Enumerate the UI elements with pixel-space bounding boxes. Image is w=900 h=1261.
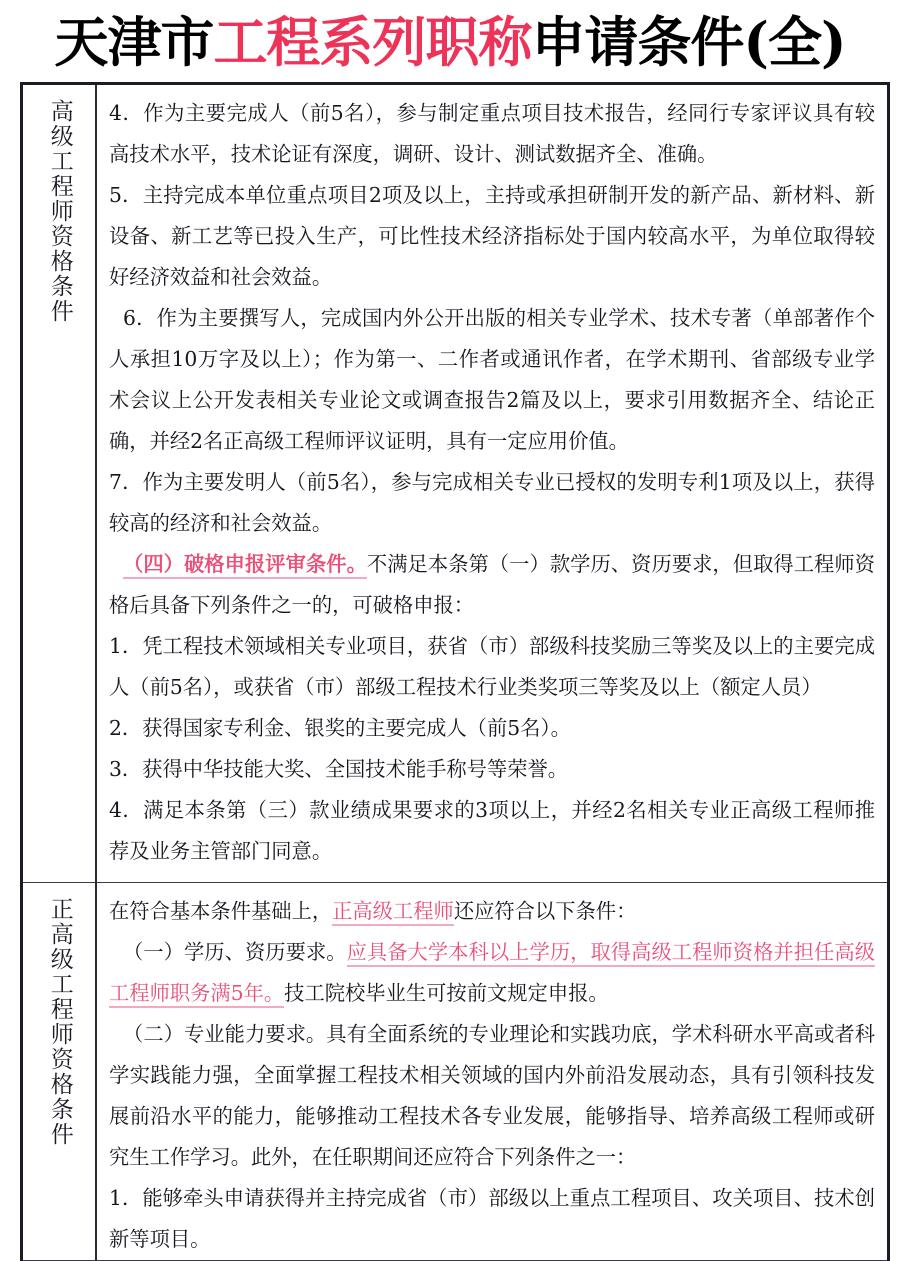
paragraph-pre: （一）学历、资历要求。 [123,940,347,964]
row-label-cell-full-senior-engineer [22,883,97,1261]
paragraph: （二）专业能力要求。具有全面系统的专业理论和实践功底，学术科研水平高或者科学实践能力强，全面掌握工程技术相关领域的国内外前沿发展动态，具有引领科技发展前沿水平的能力，能够推动工程技术各专业发展，能够指导、培养高级工程师或研究生工作学习。此外，在任职期间还应符合下列条件之一： [109,1022,875,1169]
row-label-text: 正高级工程师资格条件 [46,897,73,1147]
paragraph-with-highlight [109,891,875,932]
row-body-cell-senior-engineer [96,84,889,883]
paragraph: 2．获得国家专利金、银奖的主要完成人（前5名）。 [109,716,571,740]
body-content [97,85,887,882]
page-title [0,6,900,78]
vertical-label-wrapper [23,85,95,324]
highlight-red-mid: 应具备大学本科以上学历，取得高级工程师资格并担任高级工程师职务满5年。 [109,940,875,1008]
paragraph-rest: 不满足本条第（一）款学历、资历要求，但取得工程师资格后具备下列条件之一的，可破格申报： [109,552,875,617]
paragraph-pre: 在符合基本条件基础上， [109,899,333,923]
body-content [97,883,887,1260]
paragraph-with-highlight [109,544,875,626]
paragraph-post: 还应符合以下条件： [453,899,637,923]
vertical-label-wrapper [23,883,95,1147]
paragraph: 4．作为主要完成人（前5名），参与制定重点项目技术报告，经同行专家评议具有较高技术水平，技术论证有深度，调研、设计、测试数据齐全、准确。 [109,101,875,166]
paragraph-post: 技工院校毕业生可按前文规定申报。 [284,981,609,1005]
paragraph: 6．作为主要撰写人，完成国内外公开出版的相关专业学术、技术专著（单部著作个人承担10万字及以上）；作为第一、二作者或通讯作者，在学术期刊、省部级专业学术会议上公开发表相关专业论文或调查报告2篇及以上，要求引用数据齐全、结论正确，并经2名正高级工程师评议证明，具有一定应用价值。 [109,306,875,453]
paragraph: 3．获得中华技能大奖、全国技术能手称号等荣誉。 [109,757,569,781]
row-label-cell-senior-engineer [22,84,97,883]
paragraph: 1．能够牵头申请获得并主持完成省（市）部级以上重点工程项目、攻关项目、技术创新等项目。 [109,1186,875,1251]
requirements-table [20,82,890,1261]
paragraph: 4．满足本条第（三）款业绩成果要求的3项以上，并经2名相关专业正高级工程师推荐及业务主管部门同意。 [109,798,875,863]
row-body-cell-full-senior-engineer [96,883,889,1261]
paragraph: 5．主持完成本单位重点项目2项及以上，主持或承担研制开发的新产品、新材料、新设备、新工艺等已投入生产，可比性技术经济指标处于国内较高水平，为单位取得较好经济效益和社会效益。 [109,183,875,289]
row-label-text: 高级工程师资格条件 [46,99,73,324]
paragraph: 7．作为主要发明人（前5名），参与完成相关专业已授权的发明专利1项及以上，获得较高的经济和社会效益。 [109,470,875,535]
title-part-red: 工程系列职称 [213,10,532,74]
highlight-red-lead: （四）破格申报评审条件。 [123,552,367,579]
paragraph-with-highlight [109,932,875,1014]
title-part-3: 申请条件(全) [531,10,846,74]
table-row [22,883,889,1261]
highlight-red-mid: 正高级工程师 [332,899,454,926]
title-part-1: 天津市 [54,10,214,74]
table-row [22,84,889,883]
paragraph: 1．凭工程技术领域相关专业项目，获省（市）部级科技奖励三等奖及以上的主要完成人（前5名），或获省（市）部级工程技术行业类奖项三等奖及以上（额定人员） [109,634,875,699]
